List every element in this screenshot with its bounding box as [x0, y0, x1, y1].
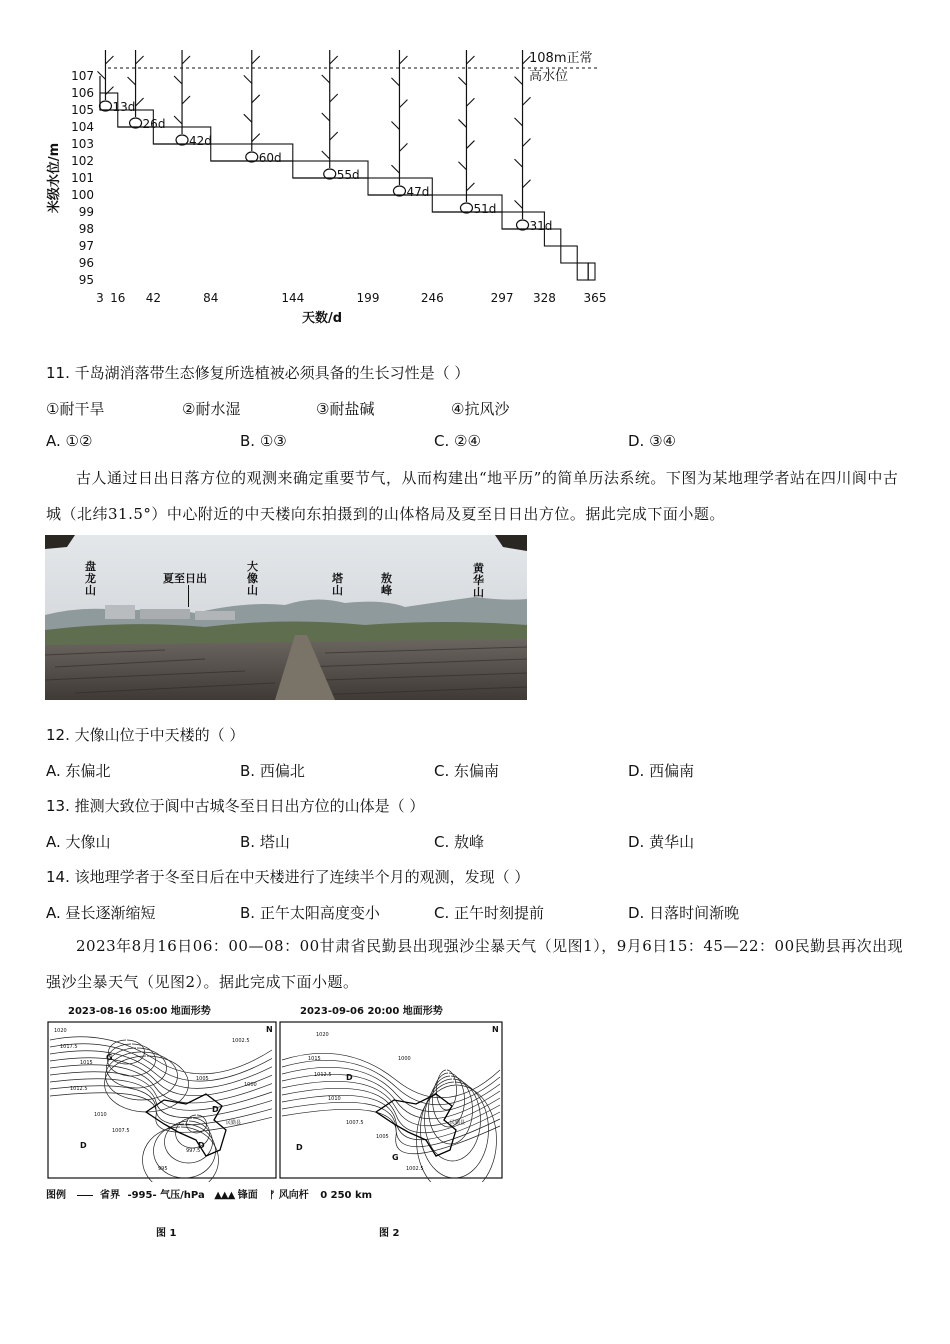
map-legend: [46, 1186, 372, 1201]
q11-item-4: ④抗风沙: [451, 400, 510, 418]
plant-leaf: [252, 56, 260, 64]
tail-band: [577, 263, 588, 280]
x-tick-label: 328: [532, 291, 556, 305]
water-level-chart: [40, 40, 620, 330]
plant-leaf: [391, 165, 399, 173]
wind-barb-icon: ᚠ: [269, 1190, 276, 1201]
map-text: 1002.5: [406, 1166, 424, 1172]
legend-isobar: -995- 气压/hPa: [127, 1190, 205, 1201]
plant-leaf: [128, 77, 136, 85]
weather-maps: [46, 1000, 506, 1240]
q12-option-a[interactable]: A. 东偏北: [46, 762, 111, 780]
q14-option-d[interactable]: D. 日落时间渐晚: [628, 904, 740, 922]
q11-stem: 11. 千岛湖消落带生态修复所选植被必须具备的生长习性是（ ）: [46, 364, 470, 382]
passage-2-text: 2023年8月16日06：00—08：00甘肃省民勤县出现强沙尘暴天气（见图1），9月6日15：45—22：00民勤县再次出现强沙尘暴天气（见图2）。据此完成下面小题。: [46, 937, 904, 991]
duration-label: 55d: [336, 168, 360, 182]
map-text: G: [392, 1153, 399, 1162]
plant-leaf: [391, 78, 399, 86]
q11-item-3: ③耐盐碱: [316, 400, 375, 418]
duration-label: 13d: [112, 100, 136, 114]
q13-option-b[interactable]: B. 塔山: [240, 833, 290, 851]
y-tick-label: 100: [71, 188, 94, 202]
y-tick-label: 101: [71, 171, 94, 185]
q14-option-a[interactable]: A. 昼长逐渐缩短: [46, 904, 156, 922]
plant-leaf: [399, 100, 407, 108]
plant-leaf: [330, 56, 338, 64]
plant-leaf: [136, 56, 144, 64]
plant-leaf: [105, 56, 113, 64]
map-text: 1002.5: [232, 1038, 250, 1044]
y-tick-label: 96: [78, 256, 94, 270]
plant-leaf: [174, 116, 182, 124]
fig1-caption: 图 1: [156, 1228, 177, 1239]
plant-leaf: [182, 96, 190, 104]
plant-leaf: [466, 183, 474, 191]
x-tick-label: 365: [583, 291, 607, 305]
map1-title: 2023-08-16 05:00 地面形势: [68, 1006, 211, 1017]
map-text: 1012.5: [314, 1072, 332, 1078]
plant-leaf: [322, 75, 330, 83]
plant-leaf: [136, 98, 144, 106]
plant-leaf: [391, 122, 399, 130]
map-text: 1000: [244, 1082, 257, 1088]
map-text: 997.5: [186, 1148, 201, 1154]
x-tick-label: 144: [281, 291, 305, 305]
y-tick-label: 102: [71, 154, 94, 168]
plant-leaf: [523, 139, 531, 147]
passage-1-text: 古人通过日出日落方位的观测来确定重要节气，从而构建出“地平历”的简单历法系统。下图为某地理学者站在四川阆中古城（北纬31.5°）中心附近的中天楼向东拍摄到的山体格局及夏至日日出方位。据此完成下面小题。: [46, 469, 899, 523]
q11-option-a[interactable]: A. ①②: [46, 432, 93, 450]
x-tick-label: 297: [490, 291, 514, 305]
x-tick-label: 84: [203, 291, 219, 305]
map-text: 1000: [398, 1056, 411, 1062]
legend-front: 锋面: [237, 1190, 258, 1201]
q12-option-b[interactable]: B. 西偏北: [240, 762, 305, 780]
duration-label: 42d: [189, 134, 212, 148]
q13-option-a[interactable]: A. 大像山: [46, 833, 111, 851]
q14-option-b[interactable]: B. 正午太阳高度变小: [240, 904, 380, 922]
y-tick-label: 107: [71, 69, 94, 83]
map-text: 1010: [328, 1096, 341, 1102]
label-panlong: 盘龙山: [85, 560, 96, 597]
xiazhi-pointer: [188, 585, 189, 607]
map-text: 1020: [316, 1032, 329, 1038]
front-symbol-icon: ▲▲▲: [214, 1190, 235, 1201]
tail-band: [588, 263, 595, 280]
q13-option-d[interactable]: D. 黄华山: [628, 833, 695, 851]
plant-leaf: [515, 200, 523, 208]
plant-leaf: [252, 95, 260, 103]
q11-option-b[interactable]: B. ①③: [240, 432, 287, 450]
y-tick-label: 106: [71, 86, 94, 100]
map-text: 1020: [54, 1028, 67, 1034]
normal-level-label-2: 高水位: [529, 69, 569, 84]
duration-label: 47d: [406, 185, 430, 199]
fig2-caption: 图 2: [379, 1228, 400, 1239]
map-text: D: [212, 1105, 219, 1114]
map-text: D: [346, 1073, 353, 1082]
plant-leaf: [399, 56, 407, 64]
q11-option-c[interactable]: C. ②④: [434, 432, 481, 450]
x-tick-label: 3: [96, 291, 104, 305]
q12-option-c[interactable]: C. 东偏南: [434, 762, 500, 780]
duration-label: 60d: [258, 151, 282, 165]
y-tick-label: 98: [78, 222, 94, 236]
x-axis-label: 天数/d: [301, 311, 343, 326]
q13-stem: 13. 推测大致位于阆中古城冬至日日出方位的山体是（ ）: [46, 797, 425, 815]
map-text: G: [106, 1053, 113, 1062]
y-tick-label: 97: [78, 239, 94, 253]
map-text: 1015: [308, 1056, 321, 1062]
map-text: 1010: [94, 1112, 107, 1118]
map2-title: 2023-09-06 20:00 地面形势: [300, 1006, 443, 1017]
plant-leaf: [322, 113, 330, 121]
plant-leaf: [97, 71, 105, 79]
plant-leaf: [244, 114, 252, 122]
plant-leaf: [458, 162, 466, 170]
plant-leaf: [174, 76, 182, 84]
map-text: 1017.5: [60, 1044, 78, 1050]
q14-option-c[interactable]: C. 正午时刻提前: [434, 904, 545, 922]
map-text: 995: [158, 1166, 168, 1172]
y-axis-label: 米级水位/m: [47, 142, 62, 214]
y-tick-label: 104: [71, 120, 94, 134]
y-tick-label: 105: [71, 103, 94, 117]
map-text: N: [266, 1025, 273, 1034]
passage-2: [46, 928, 906, 1000]
plant-leaf: [182, 56, 190, 64]
plant-leaf: [515, 118, 523, 126]
map-text: 1007.5: [346, 1120, 364, 1126]
y-tick-label: 95: [78, 273, 94, 287]
q11-item-2: ②耐水湿: [182, 400, 241, 418]
duration-label: 31d: [529, 219, 553, 233]
label-xiazhi: 夏至日出: [163, 572, 207, 585]
plant-leaf: [252, 134, 260, 142]
x-tick-label: 16: [110, 291, 126, 305]
legend-scale: 0 250 km: [320, 1190, 373, 1201]
plant-leaf: [466, 98, 474, 106]
map-text: 1005: [196, 1076, 209, 1082]
maps-svg: [46, 1020, 506, 1182]
label-daxiang: 大像山: [247, 560, 258, 597]
map-text: N: [492, 1025, 499, 1034]
plant-leaf: [466, 141, 474, 149]
plant-leaf: [466, 56, 474, 64]
x-tick-label: 42: [145, 291, 161, 305]
legend-wind: 风向杆: [278, 1190, 309, 1201]
label-huanghua: 黄华山: [473, 562, 484, 599]
y-tick-label: 99: [78, 205, 94, 219]
plant-leaf: [322, 151, 330, 159]
plant-leaf: [523, 180, 531, 188]
langzhong-photo: [45, 535, 527, 700]
plant-leaf: [515, 77, 523, 85]
q12-option-d[interactable]: D. 西偏南: [628, 762, 695, 780]
plant-leaf: [330, 132, 338, 140]
q12-stem: 12. 大像山位于中天楼的（ ）: [46, 726, 245, 744]
q11-option-d[interactable]: D. ③④: [628, 432, 676, 450]
map-text: D: [80, 1141, 87, 1150]
x-tick-label: 199: [356, 291, 380, 305]
label-ao: 敖峰: [381, 572, 392, 597]
map-text: 1007.5: [112, 1128, 130, 1134]
map-text: D: [198, 1141, 205, 1150]
plant-leaf: [399, 143, 407, 151]
q13-option-c[interactable]: C. 敖峰: [434, 833, 485, 851]
plant-leaf: [515, 159, 523, 167]
map-text: D: [296, 1143, 303, 1152]
q14-stem: 14. 该地理学者于冬至日后在中天楼进行了连续半个月的观测，发现（ ）: [46, 868, 530, 886]
legend-border-swatch: [77, 1195, 93, 1196]
q11-item-1: ①耐干旱: [46, 400, 105, 418]
plant-leaf: [458, 119, 466, 127]
legend-border: 省界: [99, 1190, 120, 1201]
duration-label: 51d: [473, 202, 497, 216]
map-text: 民勤县: [450, 1120, 466, 1126]
map-text: 1015: [80, 1060, 93, 1066]
plant-leaf: [458, 77, 466, 85]
legend-label: 图例: [46, 1190, 66, 1201]
map-text: 民勤县: [226, 1120, 242, 1126]
plant-leaf: [523, 97, 531, 105]
duration-label: 26d: [142, 117, 166, 131]
y-tick-label: 103: [71, 137, 94, 151]
label-ta: 塔山: [332, 572, 343, 597]
map-text: 1012.5: [70, 1086, 88, 1092]
x-tick-label: 246: [420, 291, 444, 305]
plant-leaf: [244, 75, 252, 83]
plant-leaf: [330, 94, 338, 102]
normal-level-label-1: 108m正常: [529, 51, 593, 66]
map-text: 1005: [376, 1134, 389, 1140]
tail-band: [561, 246, 577, 263]
passage-1: [46, 460, 906, 532]
